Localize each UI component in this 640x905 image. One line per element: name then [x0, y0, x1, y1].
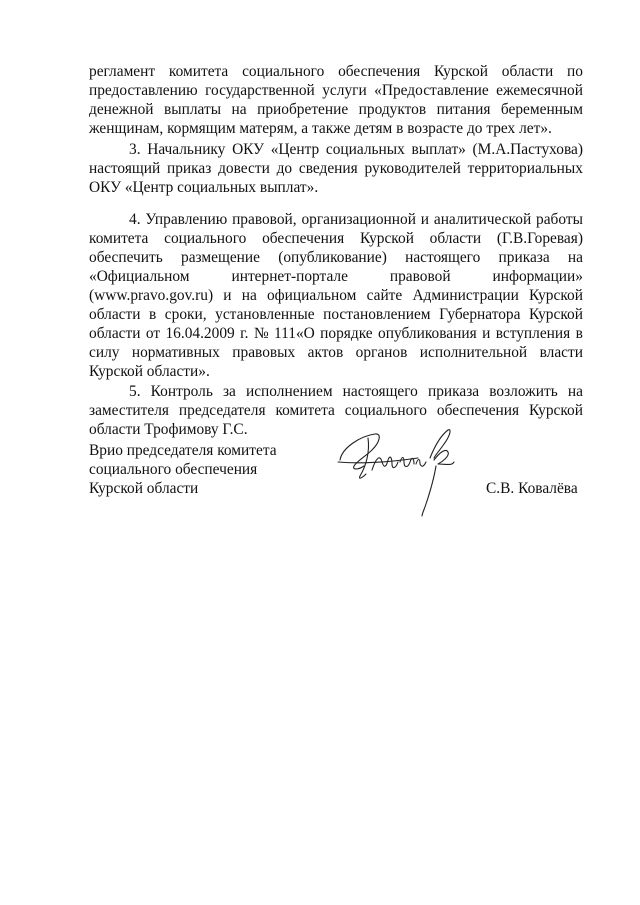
- position-line-2: социального обеспечения: [89, 461, 258, 479]
- text-line: [89, 248, 583, 267]
- text-word: социального: [164, 230, 247, 247]
- text-word: руководителей: [364, 160, 461, 177]
- text-word: Администрации: [412, 287, 519, 304]
- text-word: Курской: [528, 306, 583, 323]
- text-word: заместителя: [89, 402, 169, 419]
- signature-position-block: [89, 441, 349, 499]
- text-word: территориальных: [467, 160, 583, 177]
- text-word: области Трофимову Г.С.: [89, 421, 248, 438]
- text-word: Курской: [359, 230, 414, 247]
- text-word: питания: [436, 101, 491, 118]
- text-word: настоящего: [405, 249, 481, 266]
- text-line: [89, 343, 583, 362]
- text-word: г.: [240, 325, 249, 342]
- text-word: работы: [536, 211, 583, 228]
- text-word: актов: [307, 344, 344, 361]
- text-word: на: [567, 249, 583, 266]
- text-word: исполнительной: [419, 344, 528, 361]
- text-word: государственной: [205, 82, 315, 99]
- text-word: обеспечения: [262, 230, 345, 247]
- text-word: постановлением: [323, 306, 431, 323]
- text-line: [89, 119, 583, 138]
- text-word: 16.04.2009: [165, 325, 235, 342]
- text-word: Губернатора: [439, 306, 521, 323]
- text-word: обеспечить: [89, 249, 163, 266]
- text-word: социального: [344, 402, 427, 419]
- text-line: [89, 267, 583, 286]
- text-word: (www.pravo.gov.ru): [89, 287, 214, 304]
- text-word: за: [222, 383, 236, 400]
- text-word: Контроль: [150, 383, 213, 400]
- text-word: ежемесячной: [496, 82, 583, 99]
- text-line: [89, 62, 583, 81]
- text-line: [89, 210, 583, 229]
- text-word: на: [241, 287, 257, 304]
- signer-name: С.В. Ковалёва: [486, 480, 578, 497]
- text-word: Управлению: [145, 211, 228, 228]
- position-line-3: Курской области: [89, 480, 199, 498]
- text-word: области: [429, 230, 482, 247]
- text-word: возложить: [489, 383, 558, 400]
- text-word: Курской: [529, 402, 583, 419]
- text-word: по: [567, 63, 583, 80]
- text-word: 3.: [129, 141, 141, 158]
- text-word: выплат»: [411, 141, 466, 158]
- text-word: на: [231, 101, 247, 118]
- text-word: денежной: [89, 101, 154, 118]
- text-word: (М.А.Пастухова): [472, 141, 583, 158]
- text-line: [89, 362, 583, 381]
- text-word: аналитической: [433, 211, 532, 228]
- text-word: «Предоставление: [374, 82, 489, 99]
- text-word: до: [276, 160, 293, 177]
- text-word: организационной: [301, 211, 416, 228]
- text-word: регламент: [89, 63, 156, 80]
- text-word: 111«О: [274, 325, 315, 342]
- text-word: информации»: [492, 268, 583, 285]
- text-word: довести: [218, 160, 270, 177]
- text-word: в: [575, 325, 583, 342]
- text-word: женщинам, кормящим матерям, а также детям в возрасте до трех лет».: [89, 120, 552, 137]
- text-word: Курской области».: [89, 363, 210, 380]
- text-word: ОКУ: [232, 141, 265, 158]
- text-word: комитета: [275, 402, 335, 419]
- text-word: продуктов: [358, 101, 427, 118]
- text-line: [89, 178, 583, 197]
- text-word: комитета: [89, 230, 149, 247]
- text-word: исполнением: [245, 383, 333, 400]
- text-word: (опубликование): [278, 249, 387, 266]
- text-line: [89, 81, 583, 100]
- text-word: социальных: [325, 141, 405, 158]
- text-word: власти: [539, 344, 583, 361]
- text-word: приобретение: [257, 101, 349, 118]
- text-word: ОКУ «Центр социальных выплат».: [89, 179, 319, 196]
- text-word: и: [482, 325, 491, 342]
- text-word: области: [89, 325, 141, 342]
- text-word: 5.: [129, 383, 141, 400]
- text-word: приказ: [167, 160, 212, 177]
- text-word: органов: [355, 344, 408, 361]
- text-word: выплаты: [164, 101, 222, 118]
- text-word: вступления: [495, 325, 571, 342]
- text-word: в: [148, 306, 157, 323]
- text-word: (Г.В.Горевая): [496, 230, 583, 247]
- text-word: правовых: [232, 344, 296, 361]
- text-word: «Официальном: [89, 268, 190, 285]
- text-line: [89, 229, 583, 248]
- text-word: на: [567, 383, 583, 400]
- text-word: социального: [242, 63, 325, 80]
- text-word: 4.: [129, 211, 141, 228]
- text-word: настоящего: [342, 383, 418, 400]
- text-word: Начальнику: [147, 141, 226, 158]
- text-line: [89, 324, 583, 343]
- text-word: обеспечения: [436, 402, 520, 419]
- text-line: [89, 286, 583, 305]
- text-word: сайте: [366, 287, 403, 304]
- text-word: №: [253, 325, 269, 342]
- text-word: опубликования: [378, 325, 477, 342]
- text-word: председателя: [178, 402, 266, 419]
- text-word: порядке: [320, 325, 373, 342]
- position-line-1: Врио председателя комитета: [89, 442, 277, 459]
- text-word: сроки,: [164, 306, 207, 323]
- text-word: комитета: [168, 63, 229, 80]
- text-word: обеспечения: [338, 63, 421, 80]
- text-line: [89, 140, 583, 159]
- text-word: области: [501, 63, 554, 80]
- text-word: правовой: [389, 268, 451, 285]
- text-word: Курской: [529, 287, 583, 304]
- text-word: нормативных: [131, 344, 220, 361]
- text-word: и: [420, 211, 430, 228]
- text-word: сведения: [298, 160, 358, 177]
- text-word: беременным: [500, 101, 583, 118]
- text-word: услуги: [322, 82, 367, 99]
- text-word: приказа: [498, 249, 550, 266]
- text-word: настоящий: [89, 160, 161, 177]
- text-line: [89, 382, 583, 401]
- text-word: размещение: [181, 249, 260, 266]
- text-line: [89, 100, 583, 119]
- text-word: от: [145, 325, 161, 342]
- text-line: [89, 159, 583, 178]
- text-word: правовой,: [232, 211, 297, 228]
- text-word: предоставлению: [89, 82, 198, 99]
- text-word: и: [223, 287, 232, 304]
- text-word: установленные: [215, 306, 315, 323]
- text-word: приказа: [427, 383, 480, 400]
- text-line: [89, 305, 583, 324]
- text-word: области: [89, 306, 141, 323]
- text-word: Курской: [434, 63, 489, 80]
- text-word: интернет-портале: [231, 268, 348, 285]
- text-word: официальном: [266, 287, 357, 304]
- text-word: «Центр: [270, 141, 320, 158]
- text-word: силу: [89, 344, 120, 361]
- handwritten-signature: [330, 418, 480, 518]
